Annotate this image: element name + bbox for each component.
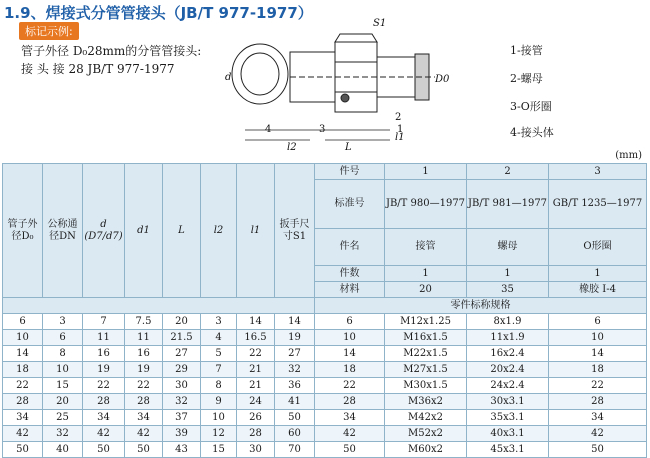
table-cell: 8 xyxy=(43,346,83,362)
spec-table xyxy=(2,163,647,458)
legend-item-3: 3-O形圈 xyxy=(510,100,552,113)
table-cell: 42 xyxy=(549,426,647,442)
table-cell: 42 xyxy=(3,426,43,442)
table-cell: 24 xyxy=(237,394,275,410)
table-cell: M22x1.5 xyxy=(385,346,467,362)
table-cell: 11 xyxy=(125,330,163,346)
table-cell: 3 xyxy=(201,314,237,330)
table-cell: 30 xyxy=(163,378,201,394)
table-cell: 40 xyxy=(43,442,83,458)
table-cell: 35x3.1 xyxy=(467,410,549,426)
table-cell: 18 xyxy=(549,362,647,378)
header-d0: 管子外径D₀ xyxy=(3,164,43,298)
table-cell: 42 xyxy=(125,426,163,442)
table-cell: 32 xyxy=(163,394,201,410)
table-cell: 30x3.1 xyxy=(467,394,549,410)
legend-item-1: 1-接管 xyxy=(510,44,543,57)
table-cell: 28 xyxy=(3,394,43,410)
label-n3: 3 xyxy=(319,124,326,135)
label-l2: l2 xyxy=(287,142,297,152)
table-cell: 14 xyxy=(3,346,43,362)
table-row xyxy=(3,330,647,346)
table-cell: 16 xyxy=(83,346,125,362)
label-n4: 4 xyxy=(265,124,272,135)
table-cell: 20 xyxy=(43,394,83,410)
parts-label-std: 标准号 xyxy=(315,180,385,229)
table-cell: 34 xyxy=(549,410,647,426)
table-cell: 26 xyxy=(237,410,275,426)
table-row xyxy=(3,362,647,378)
table-cell: M42x2 xyxy=(385,410,467,426)
spec-blank xyxy=(3,298,315,314)
table-cell: 18 xyxy=(315,362,385,378)
table-cell: 22 xyxy=(3,378,43,394)
header-l1: l1 xyxy=(237,164,275,298)
part-3-mat: 橡胶 I-4 xyxy=(549,282,647,298)
header-d-sub: (D7/d7) xyxy=(84,230,123,242)
marking-example-tag: 标记示例: xyxy=(19,22,79,40)
table-cell: M27x1.5 xyxy=(385,362,467,378)
table-row xyxy=(3,378,647,394)
label-s1: S1 xyxy=(373,18,387,29)
table-cell: 50 xyxy=(3,442,43,458)
table-cell: 15 xyxy=(43,378,83,394)
table-cell: M36x2 xyxy=(385,394,467,410)
table-cell: 16x2.4 xyxy=(467,346,549,362)
table-cell: 9 xyxy=(201,394,237,410)
unit-label: (mm) xyxy=(615,150,642,161)
table-cell: 70 xyxy=(275,442,315,458)
part-3-qty: 1 xyxy=(549,266,647,282)
part-2-std: JB/T 981—1977 xyxy=(467,180,549,229)
table-cell: 60 xyxy=(275,426,315,442)
table-cell: 14 xyxy=(315,346,385,362)
legend-item-4: 4-接头体 xyxy=(510,126,554,139)
table-cell: 12 xyxy=(201,426,237,442)
table-cell: 14 xyxy=(237,314,275,330)
part-2-qty: 1 xyxy=(467,266,549,282)
table-cell: 32 xyxy=(275,362,315,378)
page-title: 1.9、焊接式分管管接头（JB/T 977-1977） xyxy=(4,4,313,22)
label-l: L xyxy=(345,142,352,152)
table-cell: 36 xyxy=(275,378,315,394)
header-d-label: d xyxy=(100,218,107,230)
table-cell: 16.5 xyxy=(237,330,275,346)
table-cell: 50 xyxy=(125,442,163,458)
table-cell: 7 xyxy=(83,314,125,330)
header-d xyxy=(83,164,125,298)
table-cell: 37 xyxy=(163,410,201,426)
table-cell: 28 xyxy=(237,426,275,442)
table-cell: 6 xyxy=(549,314,647,330)
label-d: d xyxy=(225,72,232,83)
part-1-mat: 20 xyxy=(385,282,467,298)
table-cell: 18 xyxy=(3,362,43,378)
table-cell: 10 xyxy=(201,410,237,426)
table-cell: 22 xyxy=(549,378,647,394)
table-row xyxy=(3,394,647,410)
header-L: L xyxy=(163,164,201,298)
table-cell: 4 xyxy=(201,330,237,346)
parts-label-name: 件名 xyxy=(315,229,385,266)
table-cell: 34 xyxy=(3,410,43,426)
parts-label-no: 件号 xyxy=(315,164,385,180)
header-l2: l2 xyxy=(201,164,237,298)
part-2-mat: 35 xyxy=(467,282,549,298)
table-cell: 34 xyxy=(83,410,125,426)
table-cell: 6 xyxy=(43,330,83,346)
part-3-name: O形圈 xyxy=(549,229,647,266)
table-cell: M52x2 xyxy=(385,426,467,442)
table-cell: 20 xyxy=(163,314,201,330)
table-cell: M16x1.5 xyxy=(385,330,467,346)
table-cell: 14 xyxy=(549,346,647,362)
label-n2: 2 xyxy=(395,112,402,123)
legend-item-2: 2-螺母 xyxy=(510,72,543,85)
spec-label: 零件标称规格 xyxy=(315,298,647,314)
part-1-no: 1 xyxy=(385,164,467,180)
table-cell: 22 xyxy=(83,378,125,394)
table-cell: 19 xyxy=(83,362,125,378)
table-cell: 11x1.9 xyxy=(467,330,549,346)
table-cell: 6 xyxy=(3,314,43,330)
table-cell: 50 xyxy=(315,442,385,458)
table-cell: 14 xyxy=(275,314,315,330)
table-cell: 6 xyxy=(315,314,385,330)
table-cell: 50 xyxy=(549,442,647,458)
table-cell: 27 xyxy=(275,346,315,362)
table-cell: 19 xyxy=(275,330,315,346)
table-cell: 39 xyxy=(163,426,201,442)
table-cell: 21 xyxy=(237,362,275,378)
table-cell: 28 xyxy=(549,394,647,410)
table-cell: 40x3.1 xyxy=(467,426,549,442)
table-row xyxy=(3,442,647,458)
table-cell: 3 xyxy=(43,314,83,330)
table-cell: 28 xyxy=(315,394,385,410)
part-1-std: JB/T 980—1977 xyxy=(385,180,467,229)
table-cell: 7 xyxy=(201,362,237,378)
table-cell: 10 xyxy=(3,330,43,346)
parts-label-qty: 件数 xyxy=(315,266,385,282)
header-d1: d1 xyxy=(125,164,163,298)
table-cell: 10 xyxy=(549,330,647,346)
table-cell: 11 xyxy=(83,330,125,346)
table-cell: 45x3.1 xyxy=(467,442,549,458)
table-cell: M60x2 xyxy=(385,442,467,458)
table-row xyxy=(3,410,647,426)
table-cell: 19 xyxy=(125,362,163,378)
table-cell: 22 xyxy=(237,346,275,362)
label-n1: 1 xyxy=(397,124,404,135)
table-cell: 24x2.4 xyxy=(467,378,549,394)
table-cell: 50 xyxy=(83,442,125,458)
table-row xyxy=(3,314,647,330)
table-cell: 28 xyxy=(125,394,163,410)
part-2-no: 2 xyxy=(467,164,549,180)
table-cell: 43 xyxy=(163,442,201,458)
table-cell: 42 xyxy=(315,426,385,442)
table-cell: 50 xyxy=(275,410,315,426)
table-cell: 8x1.9 xyxy=(467,314,549,330)
table-cell: 27 xyxy=(163,346,201,362)
fitting-drawing xyxy=(205,12,450,152)
table-cell: 8 xyxy=(201,378,237,394)
part-2-name: 螺母 xyxy=(467,229,549,266)
header-s1: 扳手尺寸S1 xyxy=(275,164,315,298)
part-1-name: 接管 xyxy=(385,229,467,266)
table-cell: 15 xyxy=(201,442,237,458)
marking-line-2: 接 头 接 28 JB/T 977-1977 xyxy=(21,62,175,76)
table-cell: 29 xyxy=(163,362,201,378)
header-dn: 公称通径DN xyxy=(43,164,83,298)
part-3-std: GB/T 1235—1977 xyxy=(549,180,647,229)
table-cell: 34 xyxy=(315,410,385,426)
label-l1: l1 xyxy=(395,132,405,143)
table-cell: 30 xyxy=(237,442,275,458)
marking-example xyxy=(21,42,201,78)
table-cell: 25 xyxy=(43,410,83,426)
table-cell: 41 xyxy=(275,394,315,410)
table-cell: 42 xyxy=(83,426,125,442)
table-cell: 10 xyxy=(315,330,385,346)
marking-line-1: 管子外径 D₀28mm的分管管接头: xyxy=(21,44,202,58)
parts-label-mat: 材料 xyxy=(315,282,385,298)
table-cell: 22 xyxy=(125,378,163,394)
table-cell: 5 xyxy=(201,346,237,362)
table-cell: 21.5 xyxy=(163,330,201,346)
table-row xyxy=(3,346,647,362)
table-cell: M12x1.25 xyxy=(385,314,467,330)
part-1-qty: 1 xyxy=(385,266,467,282)
table-cell: 22 xyxy=(315,378,385,394)
table-cell: 7.5 xyxy=(125,314,163,330)
part-3-no: 3 xyxy=(549,164,647,180)
table-cell: 10 xyxy=(43,362,83,378)
spec-rows xyxy=(3,314,647,458)
table-cell: 34 xyxy=(125,410,163,426)
table-cell: 20x2.4 xyxy=(467,362,549,378)
table-cell: 28 xyxy=(83,394,125,410)
table-cell: 21 xyxy=(237,378,275,394)
table-cell: M30x1.5 xyxy=(385,378,467,394)
table-cell: 32 xyxy=(43,426,83,442)
table-cell: 16 xyxy=(125,346,163,362)
label-d0: D0 xyxy=(435,74,450,85)
